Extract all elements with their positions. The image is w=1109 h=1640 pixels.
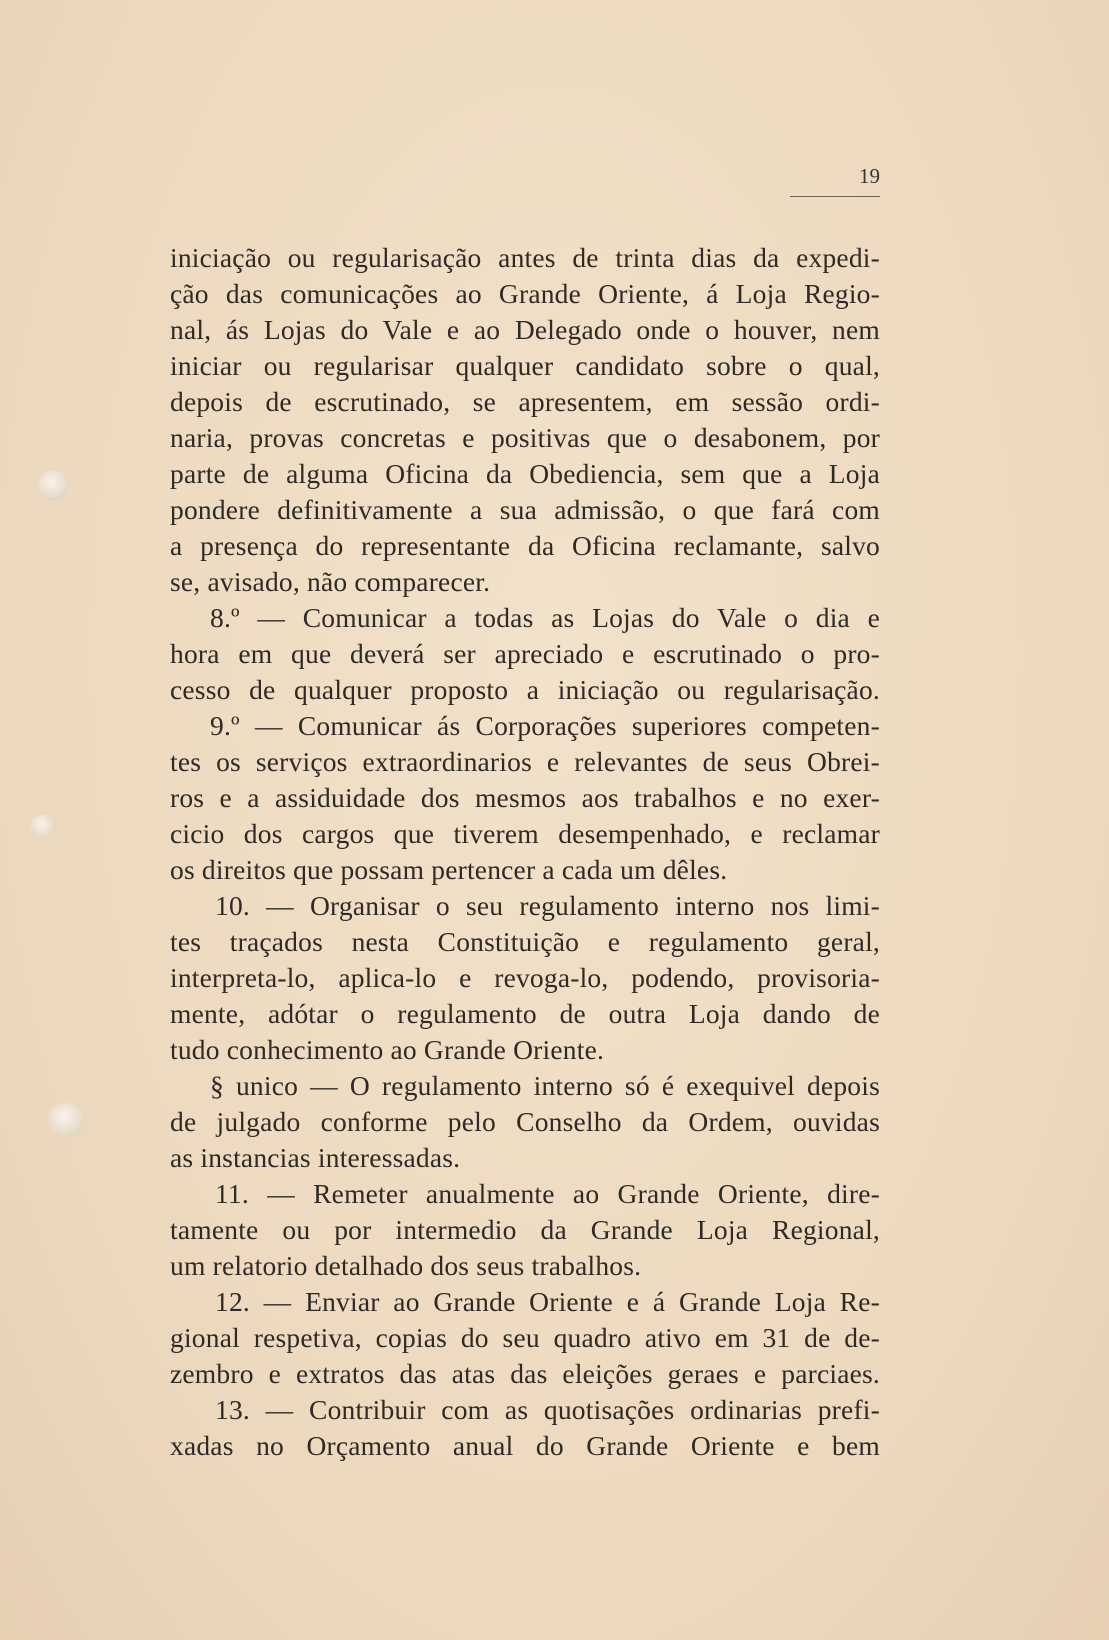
text-line: 8.º — Comunicar a todas as Lojas do Vale o dia e bbox=[210, 602, 880, 633]
text-line: parte de alguma Oficina da Obediencia, sem que a Loja bbox=[170, 458, 880, 489]
text-line: § unico — O regulamento interno só é exequivel depois bbox=[210, 1070, 880, 1101]
text-line: pondere definitivamente a sua admissão, o que fará com bbox=[170, 494, 880, 525]
punch-hole-top bbox=[38, 470, 68, 500]
text-line: se, avisado, não comparecer. bbox=[170, 566, 491, 597]
text-line: ção das comunicações ao Grande Oriente, á Loja Regio- bbox=[170, 278, 880, 309]
text-line: cicio dos cargos que tiverem desempenhado, e reclamar bbox=[170, 818, 880, 849]
page-number-rule bbox=[790, 196, 880, 197]
text-line: 12. — Enviar ao Grande Oriente e á Grande Loja Re- bbox=[215, 1286, 880, 1317]
text-line: ros e a assiduidade dos mesmos aos trabalhos e no exer- bbox=[170, 782, 880, 813]
text-line: cesso de qualquer proposto a iniciação ou regularisação. bbox=[170, 674, 880, 705]
text-line: zembro e extratos das atas das eleições geraes e parciaes. bbox=[170, 1358, 880, 1389]
text-line: a presença do representante da Oficina reclamante, salvo bbox=[170, 530, 880, 561]
text-line: mente, adótar o regulamento de outra Loja dando de bbox=[170, 998, 880, 1029]
text-line: tudo conhecimento ao Grande Oriente. bbox=[170, 1034, 605, 1065]
text-line: um relatorio detalhado dos seus trabalhos. bbox=[170, 1250, 642, 1281]
text-line: as instancias interessadas. bbox=[170, 1142, 461, 1173]
text-line: gional respetiva, copias do seu quadro ativo em 31 de de- bbox=[170, 1322, 880, 1353]
punch-hole-bottom bbox=[48, 1103, 84, 1137]
page-number: 19 bbox=[859, 164, 880, 188]
text-line: depois de escrutinado, se apresentem, em sessão ordi- bbox=[170, 386, 880, 417]
text-line: 11. — Remeter anualmente ao Grande Oriente, dire- bbox=[215, 1178, 880, 1209]
text-line: hora em que deverá ser apreciado e escrutinado o pro- bbox=[170, 638, 880, 669]
text-line: nal, ás Lojas do Vale e ao Delegado onde o houver, nem bbox=[170, 314, 880, 345]
text-line: interpreta-lo, aplica-lo e revoga-lo, podendo, provisoria- bbox=[170, 962, 880, 993]
text-line: 9.º — Comunicar ás Corporações superiores competen- bbox=[210, 710, 880, 741]
text-line: iniciação ou regularisação antes de trinta dias da expedi- bbox=[170, 242, 880, 273]
text-line: 10. — Organisar o seu regulamento interno nos limi- bbox=[215, 890, 880, 921]
text-line: tes traçados nesta Constituição e regulamento geral, bbox=[170, 926, 880, 957]
text-line: naria, provas concretas e positivas que o desabonem, por bbox=[170, 422, 880, 453]
text-line: xadas no Orçamento anual do Grande Oriente e bem bbox=[170, 1430, 880, 1461]
text-line: tamente ou por intermedio da Grande Loja Regional, bbox=[170, 1214, 880, 1245]
body-text bbox=[170, 240, 880, 1464]
punch-hole-middle bbox=[30, 815, 56, 837]
text-line: tes os serviços extraordinarios e relevantes de seus Obrei- bbox=[170, 746, 880, 777]
text-line: 13. — Contribuir com as quotisações ordinarias prefi- bbox=[215, 1394, 880, 1425]
text-line: de julgado conforme pelo Conselho da Ordem, ouvidas bbox=[170, 1106, 880, 1137]
text-line: iniciar ou regularisar qualquer candidato sobre o qual, bbox=[170, 350, 880, 381]
text-line: os direitos que possam pertencer a cada um dêles. bbox=[170, 854, 728, 885]
